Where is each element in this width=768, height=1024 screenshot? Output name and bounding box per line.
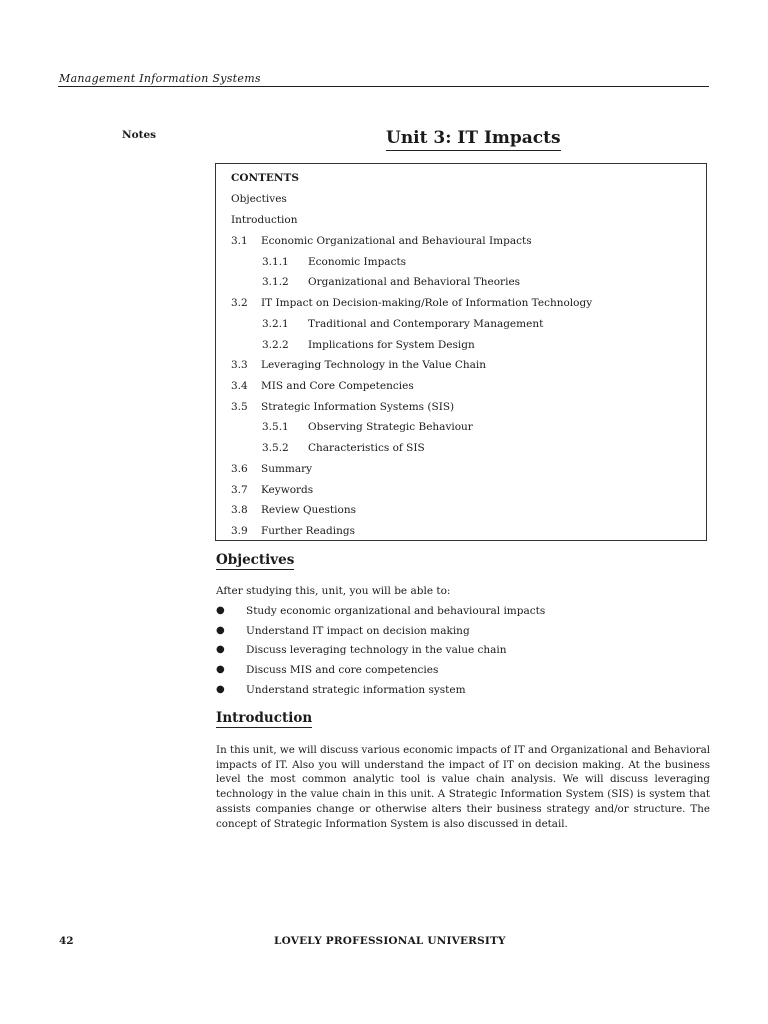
bullet-dot-icon: ●	[216, 684, 225, 695]
bullet-dot-icon: ●	[216, 644, 225, 655]
page-number: 42	[59, 935, 74, 947]
toc-item-number: 3.2.2	[262, 339, 289, 351]
introduction-heading: Introduction	[216, 710, 313, 726]
toc-item-number: 3.2	[231, 297, 248, 309]
toc-item-text: Economic Organizational and Behavioural Impacts	[261, 235, 532, 247]
toc-item-number: 3.7	[231, 484, 248, 496]
list-item-text: Understand IT impact on decision making	[246, 625, 470, 637]
bullet-dot-icon: ●	[216, 605, 225, 616]
unit-title: Unit 3: IT Impacts	[386, 128, 561, 151]
toc-item-number: 3.5.2	[262, 442, 289, 454]
toc-item-number: 3.2.1	[262, 318, 289, 330]
toc-item-number: 3.5.1	[262, 421, 289, 433]
toc-item-text: IT Impact on Decision-making/Role of Information Technology	[261, 297, 593, 309]
toc-item-number: 3.6	[231, 463, 248, 475]
toc-item-text: Organizational and Behavioral Theories	[308, 276, 521, 288]
header-rule	[58, 86, 709, 87]
objectives-heading: Objectives	[216, 552, 295, 568]
header-title: Management Information Systems	[59, 72, 261, 85]
list-item-text: Study economic organizational and behavioural impacts	[246, 605, 546, 617]
toc-item-number: 3.8	[231, 504, 248, 516]
toc-item-text: Characteristics of SIS	[308, 442, 425, 454]
toc-item-text: Traditional and Contemporary Management	[308, 318, 544, 330]
contents-heading: CONTENTS	[231, 172, 299, 184]
toc-item-number: 3.1.1	[262, 256, 289, 268]
toc-item-text: Economic Impacts	[308, 256, 407, 268]
toc-item-text: Observing Strategic Behaviour	[308, 421, 473, 433]
toc-item-text: Review Questions	[261, 504, 356, 516]
objectives-intro: After studying this, unit, you will be able to:	[216, 585, 451, 597]
notes-label: Notes	[122, 129, 157, 141]
toc-item-number: 3.1	[231, 235, 248, 247]
toc-item-text: Summary	[261, 463, 313, 475]
bullet-dot-icon: ●	[216, 664, 225, 675]
list-item-text: Understand strategic information system	[246, 684, 466, 696]
toc-item-number: 3.1.2	[262, 276, 289, 288]
toc-item-text: Objectives	[231, 193, 287, 205]
toc-item-number: 3.9	[231, 525, 248, 537]
toc-item-number: 3.3	[231, 359, 248, 371]
list-item-text: Discuss leveraging technology in the value chain	[246, 644, 507, 656]
footer-university: LOVELY PROFESSIONAL UNIVERSITY	[274, 935, 506, 947]
toc-item-text: Strategic Information Systems (SIS)	[261, 401, 455, 413]
toc-item-text: Leveraging Technology in the Value Chain	[261, 359, 487, 371]
introduction-paragraph: In this unit, we will discuss various economic impacts of IT and Organizational and Behavioral impacts of IT. Also you will understand the impact of IT on decision making. At the business level the most common analytic tool is value chain analysis. We will discuss leveraging technology in the value chain in this unit. A Strategic Information System (SIS) is system that assists companies change or otherwise alters their business strategy and/or structure. The concept of Strategic Information System is also discussed in detail.	[216, 744, 710, 830]
toc-item-text: Implications for System Design	[308, 339, 475, 351]
toc-item-text: Keywords	[261, 484, 314, 496]
list-item-text: Discuss MIS and core competencies	[246, 664, 439, 676]
toc-item-text: MIS and Core Competencies	[261, 380, 414, 392]
toc-item-number: 3.5	[231, 401, 248, 413]
toc-item-text: Introduction	[231, 214, 298, 226]
bullet-dot-icon: ●	[216, 625, 225, 636]
toc-item-number: 3.4	[231, 380, 248, 392]
toc-item-text: Further Readings	[261, 525, 355, 537]
